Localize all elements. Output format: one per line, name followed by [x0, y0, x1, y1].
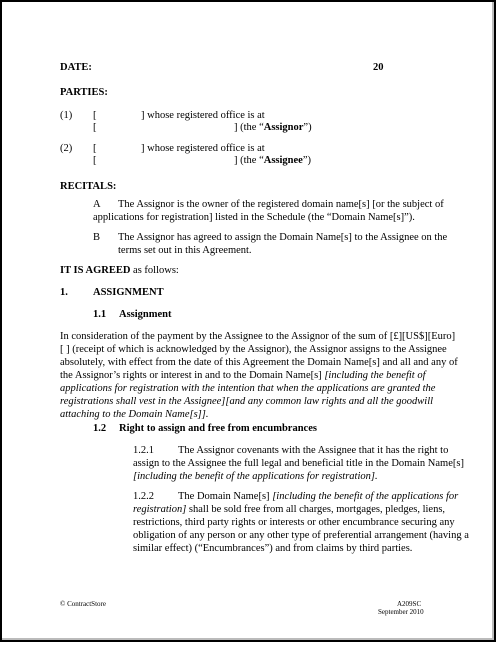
parties-heading: PARTIES:: [60, 87, 108, 98]
clause-1-2-2-line-5: similar effect) (“Encumbrances”) and from claims by third parties.: [133, 543, 413, 554]
recital-a-line-2: applications for registration] listed in the Schedule (the “Domain Name[s]”).: [93, 212, 415, 223]
clause-1-2-number: 1.2: [93, 423, 107, 434]
party-2-number: (2): [60, 143, 73, 154]
clause-1-2-1-line-1: The Assignor covenants with the Assignee that it has the right to: [178, 445, 449, 456]
party-2-bracket-open-2: [: [93, 155, 97, 166]
footer-copyright: © ContractStore: [60, 600, 106, 608]
clause-1-1-line-4: the Assignor’s rights or interest in and to the Domain Name[s] [including the benefit of: [60, 370, 426, 381]
recital-b-line-2: terms set out in this Agreement.: [118, 245, 252, 256]
date-label: DATE:: [60, 62, 92, 73]
recital-a-label: A: [93, 199, 101, 210]
party-1-bracket-open-2: [: [93, 122, 97, 133]
clause-1-1-number: 1.1: [93, 309, 107, 320]
section-1-title: ASSIGNMENT: [93, 287, 164, 298]
clause-1-1-line-2: [ ] (receipt of which is acknowledged by the Assignor), the Assignor assigns to the Assignee: [60, 344, 447, 355]
recital-a-line-1: The Assignor is the owner of the registered domain name[s] [or the subject of: [118, 199, 444, 210]
date-year: 20: [373, 62, 384, 73]
party-1-office-text: ] whose registered office is at: [141, 110, 265, 121]
party-2-role-line: ] (the “Assignee”): [234, 155, 311, 166]
recital-b-line-1: The Assignor has agreed to assign the Domain Name[s] to the Assignee on the: [118, 232, 448, 243]
agreement-intro: IT IS AGREED as follows:: [60, 265, 179, 276]
recitals-heading: RECITALS:: [60, 181, 117, 192]
party-1-bracket-open: [: [93, 110, 97, 121]
clause-1-2-2-number: 1.2.2: [133, 491, 154, 502]
party-1-role-line: ] (the “Assignor”): [234, 122, 312, 133]
clause-1-2-1-number: 1.2.1: [133, 445, 154, 456]
clause-1-2-1-line-3: [including the benefit of the applications for registration].: [133, 471, 378, 482]
clause-1-1-line-5: applications for registration with the intention that when the applications are granted the: [60, 383, 436, 394]
clause-1-2-2-line-1: The Domain Name[s] [including the benefit of the applications for: [178, 491, 459, 502]
assignor-term: Assignor: [263, 122, 304, 133]
clause-1-1-line-3: absolutely, with effect from the date of this Agreement the Domain Name[s] and all and any of: [60, 357, 458, 368]
clause-1-1-line-1: In consideration of the payment by the Assignee to the Assignor of the sum of [£][US$][Euro]: [60, 331, 456, 342]
clause-1-2-title: Right to assign and free from encumbrances: [119, 423, 317, 434]
clause-1-2-2-line-2: registration] shall be sold free from all charges, mortgages, pledges, liens,: [133, 504, 446, 515]
footer-doc-code: A209SC: [397, 600, 422, 608]
clause-1-2-2-line-3: restrictions, third party rights or interests or other encumbrance securing any: [133, 517, 455, 528]
clause-1-1-title: Assignment: [119, 309, 172, 320]
party-2-bracket-open: [: [93, 143, 97, 154]
recital-b-label: B: [93, 232, 101, 243]
party-2-office-text: ] whose registered office is at: [141, 143, 265, 154]
party-1-number: (1): [60, 110, 73, 121]
assignee-term: Assignee: [263, 155, 303, 166]
section-1-number: 1.: [60, 287, 68, 298]
clause-1-1-line-6: registrations shall vest in the Assignee][and any common law rights and all the goodwill: [60, 396, 434, 407]
footer-date: September 2010: [378, 608, 424, 616]
clause-1-1-line-7: attaching to the Domain Name[s]].: [60, 409, 209, 420]
clause-1-2-1-line-2: assign to the Assignee the full legal and beneficial title in the Domain Name[s]: [133, 458, 464, 469]
clause-1-2-2-line-4: obligation of any person or any other type of preferential arrangement (having a: [133, 530, 469, 541]
